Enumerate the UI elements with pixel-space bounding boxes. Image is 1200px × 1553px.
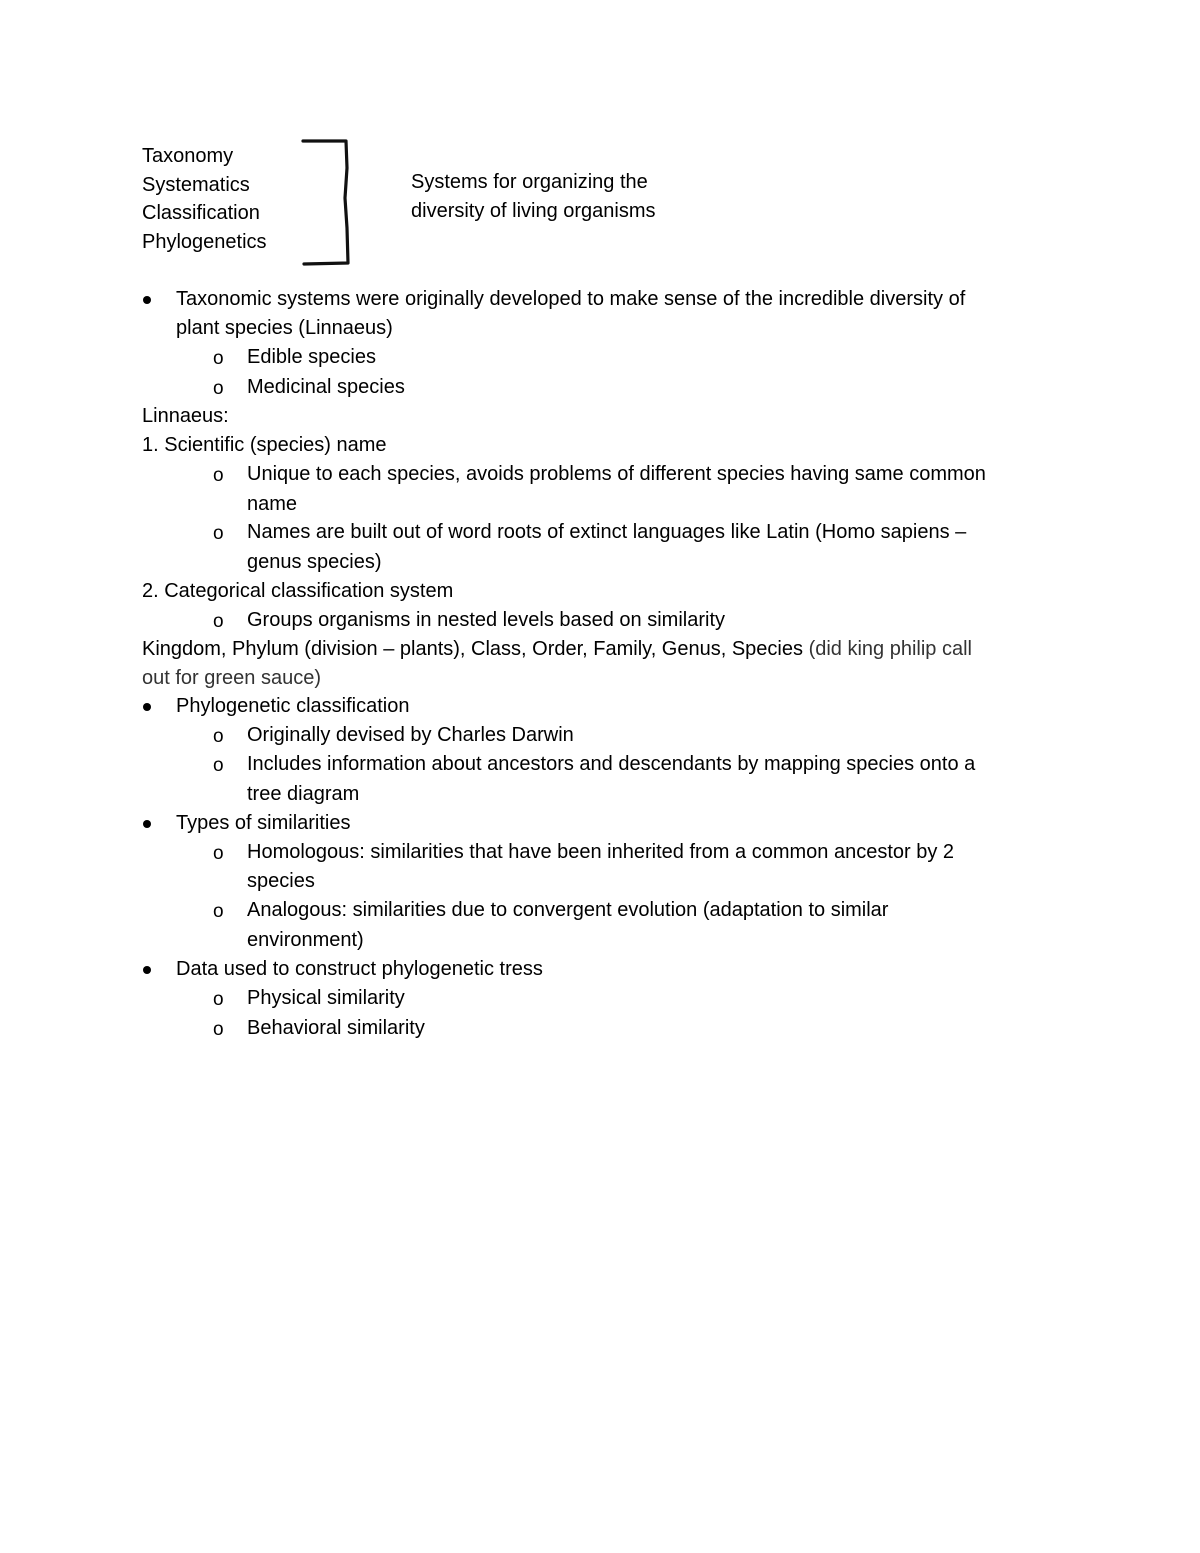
sub-bullet-icon: o [213, 523, 224, 544]
bullet-icon [143, 703, 151, 711]
bullet3-sub1-line1: Homologous: similarities that have been inherited from a common ancestor by 2 [247, 841, 955, 863]
item2-sub1: Groups organisms in nested levels based on similarity [247, 609, 725, 631]
bracket-note [411, 168, 711, 225]
bracket-note-line2: diversity of living organisms [411, 199, 656, 222]
term-taxonomy: Taxonomy [142, 145, 234, 167]
item1-sub2-line1: Names are built out of word roots of extinct languages like Latin (Homo sapiens – [247, 521, 967, 543]
item1-label: 1. Scientific (species) name [142, 434, 387, 456]
bullet-icon [143, 820, 151, 828]
sub-bullet-icon: o [213, 611, 224, 632]
bullet3-sub2-line1: Analogous: similarities due to convergent evolution (adaptation to similar [247, 899, 889, 921]
mnemonic-part2: out for green sauce) [142, 667, 321, 689]
term-classification: Classification [142, 202, 260, 224]
bullet1-line1: Taxonomic systems were originally developed to make sense of the incredible diversity of [176, 288, 966, 310]
sub-bullet-icon: o [213, 726, 224, 747]
bullet3-sub2-line2: environment) [247, 929, 364, 951]
sub-bullet-icon: o [213, 348, 224, 369]
grouping-bracket [300, 138, 360, 270]
sub-bullet-icon: o [213, 1019, 224, 1040]
sub-bullet-icon: o [213, 755, 224, 776]
sub-bullet-icon: o [213, 901, 224, 922]
term-systematics: Systematics [142, 174, 250, 196]
bullet3-sub1-line2: species [247, 870, 315, 892]
bullet3-label: Types of similarities [176, 812, 351, 834]
bullet-icon [143, 966, 151, 974]
bracket-note-line1: Systems for organizing the [411, 171, 648, 193]
bullet4-sub1: Physical similarity [247, 987, 405, 1009]
item2-label: 2. Categorical classification system [142, 580, 454, 602]
sub-bullet-icon: o [213, 465, 224, 486]
bullet1-sub1: Edible species [247, 346, 376, 368]
term-phylogenetics: Phylogenetics [142, 231, 267, 253]
bullet4-sub2: Behavioral similarity [247, 1017, 425, 1039]
sub-bullet-icon: o [213, 843, 224, 864]
hierarchy-line [142, 635, 972, 665]
bullet1-sub2: Medicinal species [247, 376, 405, 398]
bullet2-sub2-line2: tree diagram [247, 783, 360, 805]
bullet2-sub2-line1: Includes information about ancestors and descendants by mapping species onto a [247, 753, 976, 775]
bullet2-label: Phylogenetic classification [176, 695, 410, 717]
bullet-icon [143, 296, 151, 304]
item1-sub1-line2: name [247, 493, 298, 515]
item1-sub1-line1: Unique to each species, avoids problems of different species having same common [247, 463, 986, 485]
bullet2-sub1: Originally devised by Charles Darwin [247, 724, 574, 746]
bullet4-label: Data used to construct phylogenetic tress [176, 958, 543, 980]
sub-bullet-icon: o [213, 989, 224, 1010]
linnaeus-heading: Linnaeus: [142, 405, 229, 427]
taxonomic-ranks: Kingdom, Phylum (division – plants), Class, Order, Family, Genus, Species [142, 638, 803, 660]
sub-bullet-icon: o [213, 378, 224, 399]
item1-sub2-line2: genus species) [247, 551, 382, 573]
mnemonic-part1: (did king philip call [808, 638, 972, 660]
bullet1-line2: plant species (Linnaeus) [176, 317, 393, 339]
